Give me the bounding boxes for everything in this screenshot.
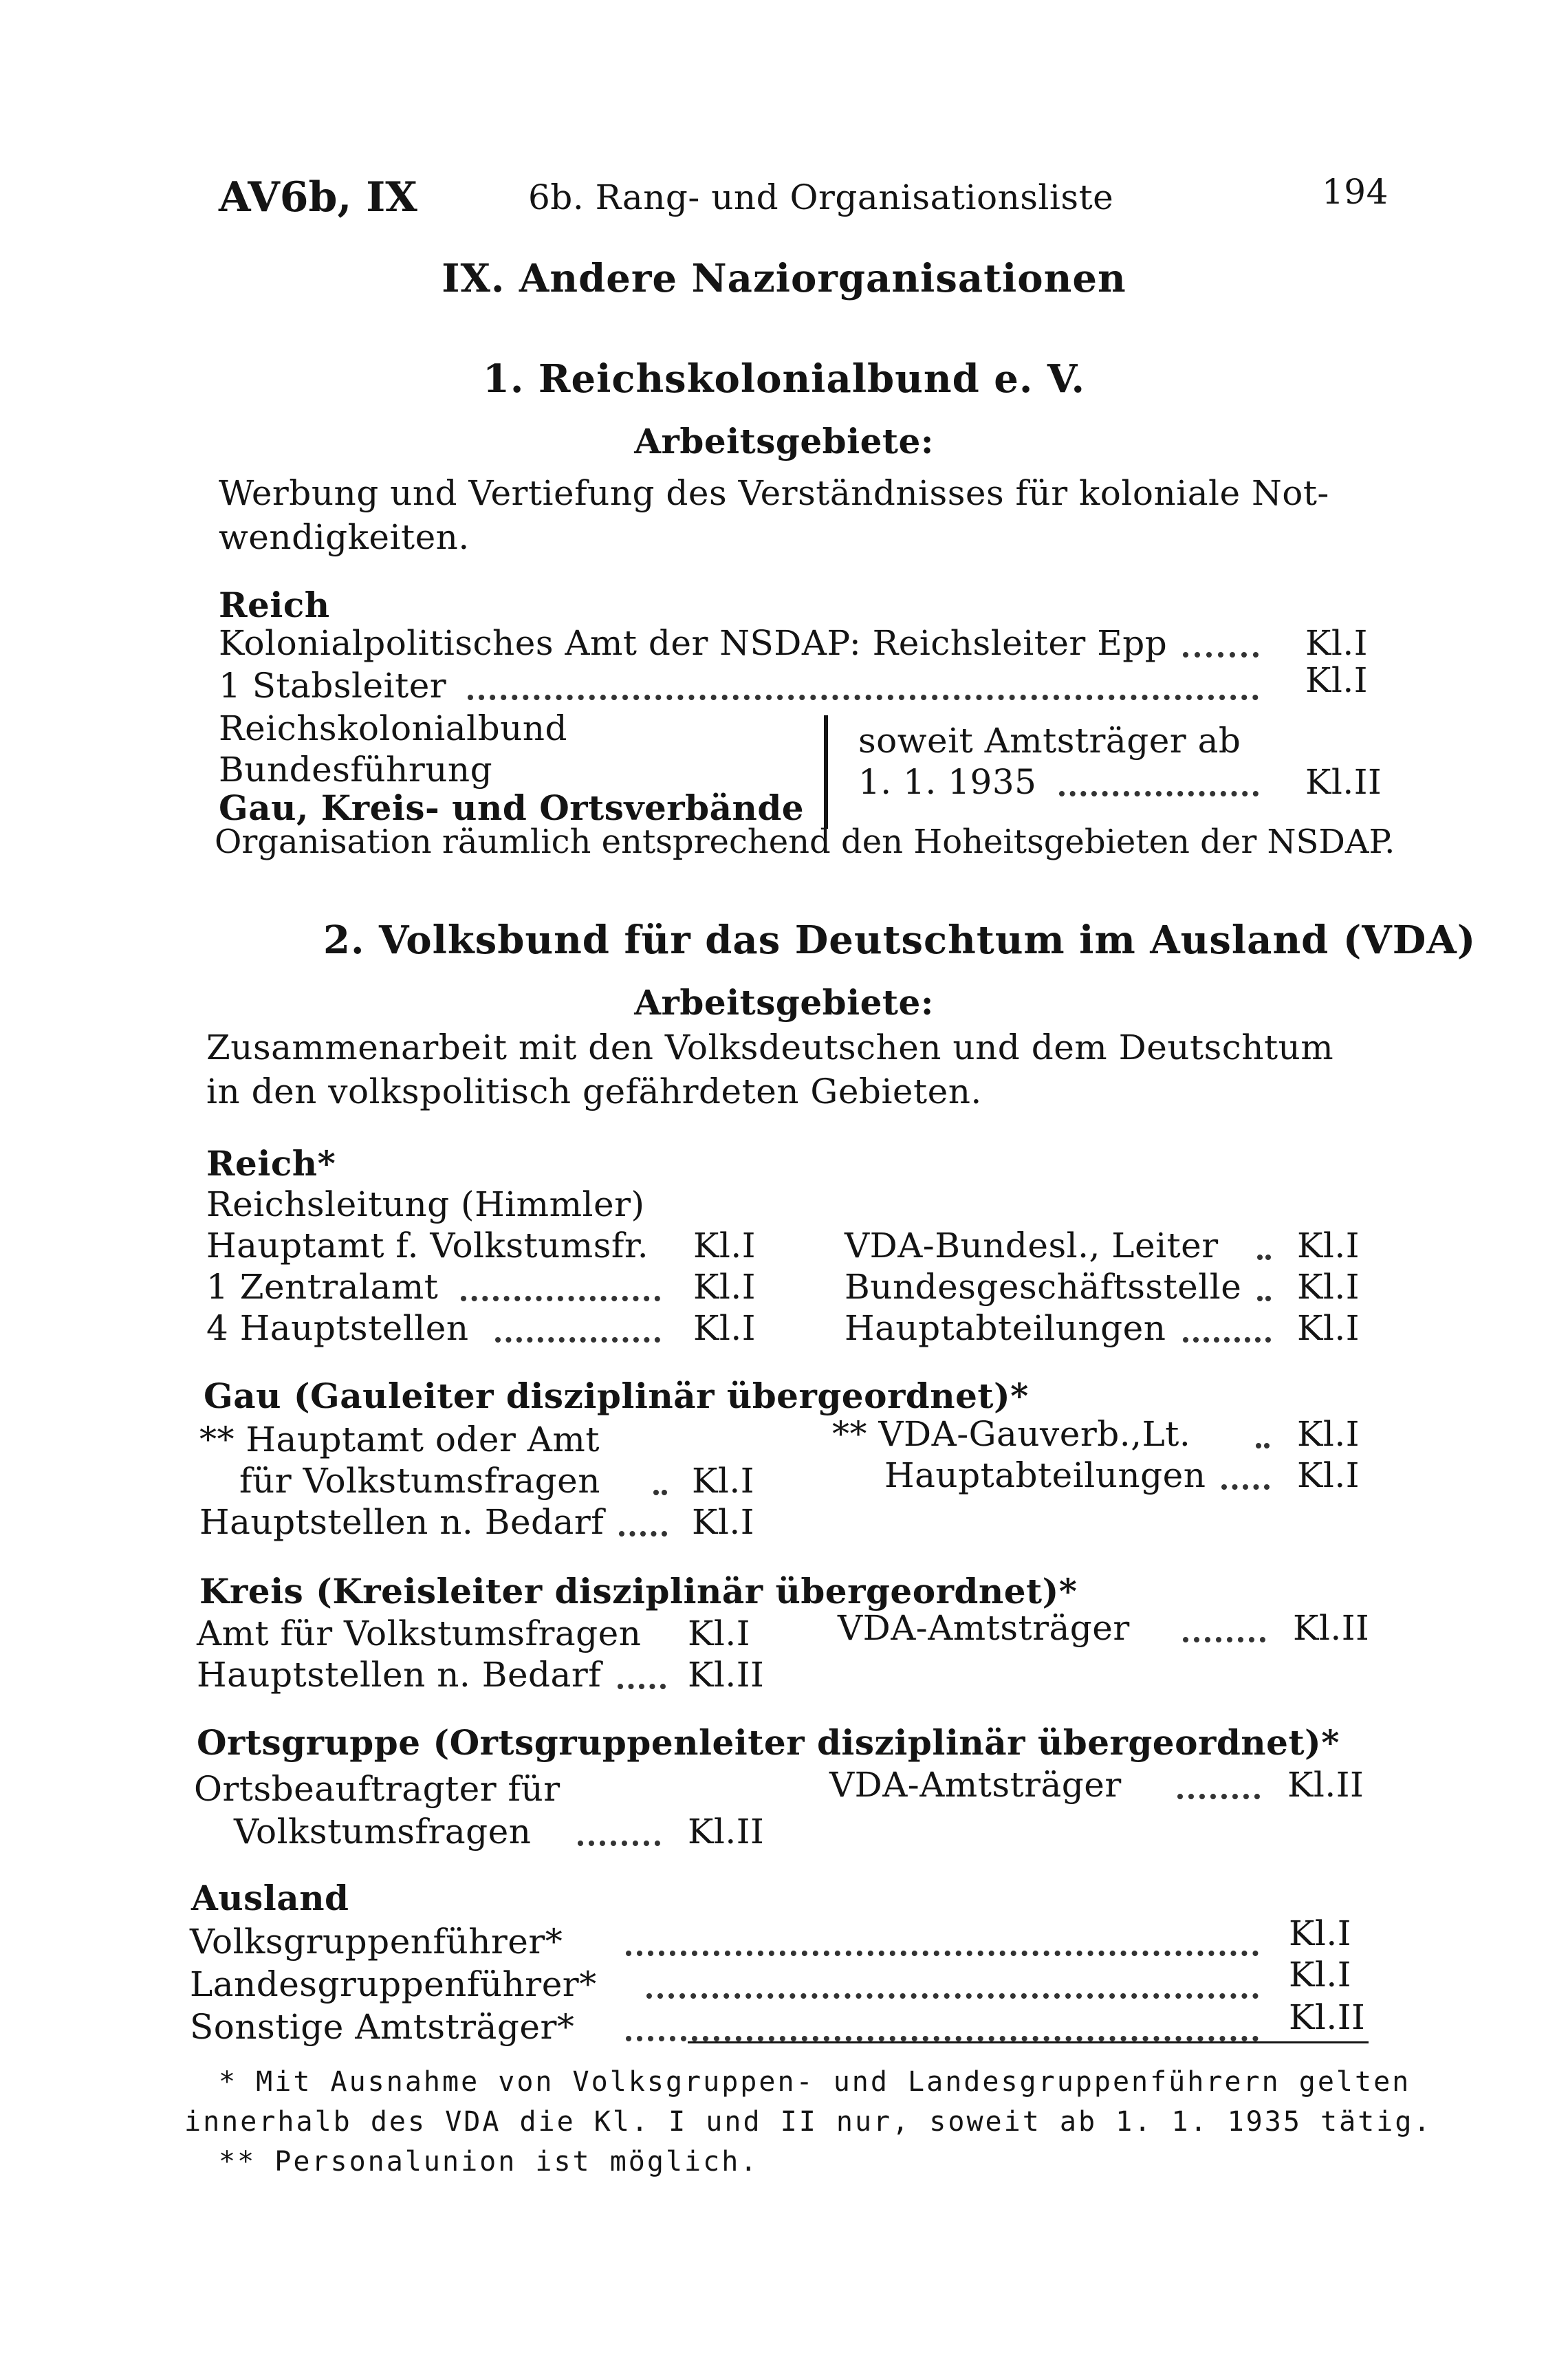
leader-dots bbox=[495, 1337, 660, 1343]
entry-class: Kl.II bbox=[1287, 1765, 1364, 1805]
entry-class: Kl.I bbox=[1305, 660, 1368, 700]
entry-class: Kl.I bbox=[1297, 1267, 1360, 1307]
entry-label: Volkstumsfragen bbox=[234, 1812, 532, 1852]
entry-label: Reichsleitung (Himmler) bbox=[206, 1184, 645, 1224]
organisation-note: Organisation räumlich entsprechend den Hoheitsgebieten der NSDAP. bbox=[215, 823, 1395, 861]
footnote: innerhalb des VDA die Kl. I und II nur, soweit ab 1. 1. 1935 tätig. bbox=[184, 2106, 1433, 2138]
description-line: Werbung und Vertiefung des Verständnisses für koloniale Not- bbox=[219, 473, 1329, 513]
group-heading: Ausland bbox=[191, 1878, 349, 1918]
entry-class: Kl.II bbox=[1293, 1608, 1370, 1648]
entry-class: Kl.I bbox=[693, 1226, 756, 1266]
entry-class: Kl.I bbox=[1297, 1414, 1360, 1454]
group-heading: Reich* bbox=[206, 1143, 336, 1184]
entry-label: 1 Zentralamt bbox=[206, 1267, 439, 1307]
entry-class: Kl.II bbox=[1289, 1997, 1366, 2037]
leader-dots bbox=[1257, 1296, 1271, 1301]
footnote: ** Personalunion ist möglich. bbox=[219, 2146, 759, 2178]
entry-label: 1 Stabsleiter bbox=[219, 666, 447, 706]
leader-dots bbox=[1183, 1637, 1265, 1642]
entry-label: Hauptstellen n. Bedarf bbox=[199, 1502, 605, 1542]
entry-label: Hauptabteilungen bbox=[884, 1455, 1206, 1495]
leader-dots bbox=[461, 1296, 660, 1301]
leader-dots bbox=[626, 2036, 1259, 2041]
leader-dots bbox=[653, 1490, 667, 1495]
section-subheading: Arbeitsgebiete: bbox=[634, 421, 934, 462]
entry-label: Volksgruppenführer* bbox=[190, 1922, 563, 1962]
leader-dots bbox=[1221, 1484, 1270, 1490]
description-line: in den volkspolitisch gefährdeten Gebieten. bbox=[206, 1072, 982, 1111]
description-line: wendigkeiten. bbox=[219, 517, 470, 557]
leader-dots bbox=[618, 1684, 666, 1689]
entry-class: Kl.I bbox=[1297, 1455, 1360, 1495]
entry-class: Kl.I bbox=[1297, 1226, 1360, 1266]
leader-dots bbox=[1183, 652, 1259, 658]
group-heading: Ortsgruppe (Ortsgruppenleiter disziplinär übergeordnet)* bbox=[197, 1722, 1340, 1763]
entry-class: Kl.I bbox=[692, 1502, 754, 1542]
entry-class: Kl.I bbox=[1297, 1308, 1360, 1348]
leader-dots bbox=[1257, 1255, 1271, 1260]
section-code: AV6b, IX bbox=[219, 173, 417, 221]
leader-dots bbox=[578, 1841, 660, 1846]
entry-class: Kl.II bbox=[1305, 762, 1382, 802]
entry-label: Hauptamt f. Volkstumsfr. bbox=[206, 1226, 649, 1266]
entry-label: Reichskolonialbund bbox=[219, 708, 567, 748]
leader-dots bbox=[646, 1993, 1259, 1999]
description-line: Zusammenarbeit mit den Volksdeutschen und dem Deutschtum bbox=[206, 1028, 1334, 1067]
leader-dots bbox=[1059, 791, 1259, 796]
group-heading: Reich bbox=[219, 585, 330, 625]
entry-label: ** VDA-Gauverb.,Lt. bbox=[832, 1414, 1191, 1454]
entry-label: ** Hauptamt oder Amt bbox=[199, 1420, 600, 1459]
entry-label: Hauptstellen n. Bedarf bbox=[197, 1655, 602, 1695]
brace-note: 1. 1. 1935 bbox=[858, 762, 1037, 802]
leader-dots bbox=[468, 695, 1259, 700]
entry-class: Kl.I bbox=[1289, 1913, 1351, 1953]
leader-dots bbox=[619, 1531, 667, 1537]
entry-label: Amt für Volkstumsfragen bbox=[197, 1614, 642, 1653]
entry-label: Sonstige Amtsträger* bbox=[190, 2007, 575, 2047]
entry-label: Ortsbeauftragter für bbox=[194, 1769, 560, 1809]
running-title: 6b. Rang- und Organisationsliste bbox=[528, 177, 1114, 217]
entry-label: Bundesführung bbox=[219, 750, 493, 790]
section-title: 2. Volksbund für das Deutschtum im Ausland (VDA) bbox=[323, 918, 1477, 963]
entry-class: Kl.I bbox=[1289, 1955, 1351, 1995]
entry-class: Kl.I bbox=[688, 1614, 750, 1653]
leader-dots bbox=[626, 1951, 1259, 1956]
entry-label: VDA-Bundesl., Leiter bbox=[845, 1226, 1219, 1266]
entry-label: VDA-Amtsträger bbox=[829, 1765, 1122, 1805]
entry-label: Bundesgeschäftsstelle bbox=[845, 1267, 1242, 1307]
entry-label: Hauptabteilungen bbox=[845, 1308, 1166, 1348]
brace-note: soweit Amtsträger ab bbox=[858, 721, 1241, 761]
entry-label: Landesgruppenführer* bbox=[190, 1964, 597, 2004]
entry-class: Kl.I bbox=[692, 1461, 754, 1501]
footnote: * Mit Ausnahme von Volksgruppen- und Landesgruppenführern gelten bbox=[219, 2066, 1411, 2098]
part-title: IX. Andere Naziorganisationen bbox=[442, 256, 1126, 301]
footnote-rule bbox=[688, 2041, 1369, 2043]
entry-label: für Volkstumsfragen bbox=[239, 1461, 600, 1501]
group-heading: Kreis (Kreisleiter disziplinär übergeordnet)* bbox=[199, 1571, 1078, 1611]
entry-class: Kl.I bbox=[693, 1308, 756, 1348]
entry-label: 4 Hauptstellen bbox=[206, 1308, 469, 1348]
leader-dots bbox=[1256, 1443, 1270, 1448]
group-heading: Gau (Gauleiter disziplinär übergeordnet)* bbox=[204, 1376, 1029, 1416]
section-title: 1. Reichskolonialbund e. V. bbox=[482, 356, 1086, 402]
entry-label: Kolonialpolitisches Amt der NSDAP: Reichsleiter Epp bbox=[219, 623, 1168, 663]
leader-dots bbox=[1177, 1794, 1260, 1799]
entry-class: Kl.II bbox=[688, 1655, 765, 1695]
entry-class: Kl.II bbox=[688, 1812, 765, 1852]
page-number: 194 bbox=[1322, 172, 1389, 212]
leader-dots bbox=[1183, 1337, 1271, 1343]
grouping-brace bbox=[824, 715, 828, 829]
entry-class: Kl.I bbox=[1305, 623, 1368, 663]
section-subheading: Arbeitsgebiete: bbox=[634, 982, 934, 1023]
entry-label: Gau, Kreis- und Ortsverbände bbox=[219, 788, 805, 828]
entry-label: VDA-Amtsträger bbox=[838, 1608, 1130, 1648]
entry-class: Kl.I bbox=[693, 1267, 756, 1307]
